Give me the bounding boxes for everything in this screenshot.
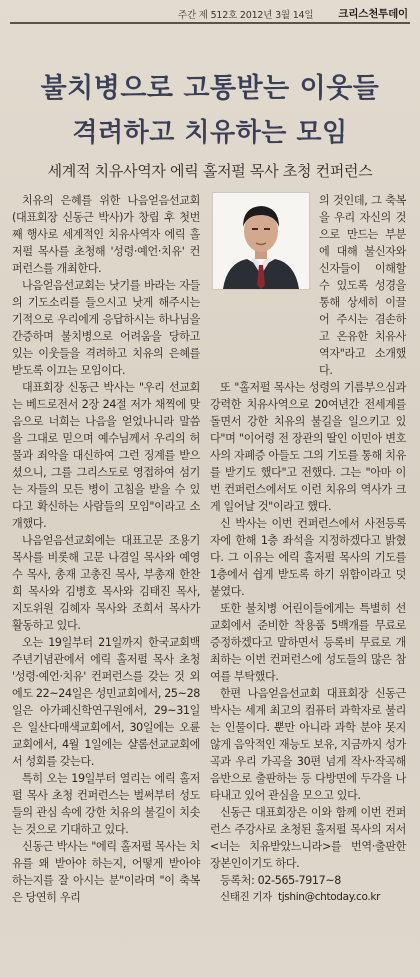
- paragraph: 대표회장 신동근 박사는 "우리 선교회는 베드로전서 2장 24절 저가 채찍에 맞음으로 너희는 나음을 얻었나니라 말씀을 그대로 믿으며 예수님께서 우리의 허물과 죄악을 대신하여 그런 징계를 받으셨으니, 그를 그리스도로 영접하여 섬기는 자들의 모든 병이 고침을 받을 수 있다고 확신하는 사람들의 모임"이라고 소개했다.: [12, 381, 200, 530]
- headline-line1: 불치병으로 고통받는 이웃들: [40, 73, 380, 104]
- paragraph: 신동근 대표회장은 이와 함께 이번 컨퍼런스 주강사로 초청된 홀저펄 목사의 저서 <너는 치유받았느니라>를 번역·출판한 장본인이기도 하다.: [210, 806, 406, 870]
- paragraph: 또한 불치병 어린이들에게는 특별히 선교회에서 준비한 착용품 5백개를 무료로 증정하겠다고 말하면서 등록비 무료로 개최하는 이번 컨퍼런스에 성도들의 많은 참여를 부탁했다.: [210, 602, 406, 683]
- paragraph: 나음얻음선교회는 낫기를 바라는 자들의 기도소리를 들으시고 낫게 해주시는 기적으로 우리에게 응답하시는 하나님을 간증하며 불치병으로 어려움을 당하고 있는 이웃들을 격려하고 치유의 은혜를 받도록 이끄는 모임이다.: [12, 279, 200, 377]
- paragraph: 오는 19일부터 21일까지 한국교회백주년기념관에서 에릭 홀저펄 목사 초청 '성령·예언·치유' 컨퍼런스를 갖는 것 외에도 22~24일은 성민교회에서, 25~28일은 아가페신학연구원에서, 29~31일은 일산다매색교회에서, 30일에는 오륜교회에서, 4월 1일에는 샬롬선교교회에서 성회를 갖는다.: [12, 636, 200, 768]
- article-column-1: [12, 192, 200, 906]
- column2-top-text: [319, 192, 406, 379]
- byline: [210, 889, 406, 906]
- paragraph: 또 "홀저펄 목사는 성령의 기름부으심과 강력한 치유사역으로 20여년간 전세계를 돌면서 강한 치유의 불길을 일으키고 있다"며 "이어령 전 장관의 딸인 이민아 변호사의 자폐증 아들도 그의 기도를 통해 치유를 받기도 했다"고 전했다. 그는 "아마 이번 컨퍼런스에서도 이런 치유의 역사가 크게 일어날 것"이라고 했다.: [210, 381, 406, 513]
- reporter-name: 신태진 기자: [220, 891, 272, 903]
- paper-name: 크리스천투데이: [338, 8, 408, 20]
- paragraph: 신 박사는 이번 컨퍼런스에서 사전등록자에 한해 1층 좌석을 지정하겠다고 밝혔다. 그 이유는 에릭 홀저펄 목사의 기도를 1층에서 쉽게 받도록 하기 위함이라고 덧붙였다.: [210, 517, 406, 598]
- paragraph: 나음얻음선교회에는 대표고문 조용기 목사를 비롯해 고문 나겸일 목사와 예영수 목사, 총재 고총진 목사, 부총재 한찬희 목사와 김병호 목사와 김태진 목사, 지도위원 김혜자 목사와 조희서 목사가 활동하고 있다.: [12, 534, 200, 632]
- issue-date: 주간 제 512호 2012년 3월 14일: [178, 10, 314, 21]
- masthead: [10, 6, 410, 24]
- subtitle: 세계적 치유사역자 에릭 홀저펄 목사 초청 컨퍼런스: [47, 162, 373, 180]
- paragraph: 치유의 은혜를 위한 나음얻음선교회(대표회장 신동근 박사)가 창립 후 첫번째 행사로 세계적인 치유사역자 에릭 홀저펄 목사를 초청해 '성령·예언·치유' 컨퍼런스를 개최한다.: [12, 194, 200, 275]
- paragraph: 한편 나음얻음선교회 대표회장 신동근 박사는 세계 최고의 컴퓨터 과학자로 불리는 인물이다. 뿐만 아니라 과학 분야 못지 않게 음악적인 재능도 보유, 지금까지 성가곡과 우리 가곡을 30편 넘게 작사·작곡해 음반으로 출판하는 등 다방면에 두각을 나타내고 있어 관심을 모으고 있다.: [210, 687, 406, 802]
- headline-line2: 격려하고 치유하는 모임: [72, 118, 348, 148]
- paragraph: 의 것인데, 그 축복을 우리 자신의 것으로 만드는 부분에 대해 불신자와 신자들이 이해할 수 있도록 성경을 통해 상세히 이끌어 주시는 겸손하고 온유한 치유사역자"라고 소개했다.: [319, 194, 406, 377]
- paragraph: 특히 오는 19일부터 열리는 에릭 홀저펄 목사 초청 컨퍼런스는 벌써부터 성도들의 관심 속에 강한 치유의 불길이 치솟는 것으로 기대하고 있다.: [12, 772, 200, 836]
- registration-info: 등록처: 02-565-7917~8: [220, 874, 341, 887]
- paragraph: 신동근 박사는 "에릭 홀저펄 목사는 치유를 왜 받아야 하는지, 어떻게 받아야 하는지를 잘 아시는 분"이라며 "이 축복은 당연히 우리: [12, 840, 200, 904]
- article-column-2: [210, 192, 406, 906]
- reporter-email: tjshin@chtoday.co.kr: [277, 891, 381, 903]
